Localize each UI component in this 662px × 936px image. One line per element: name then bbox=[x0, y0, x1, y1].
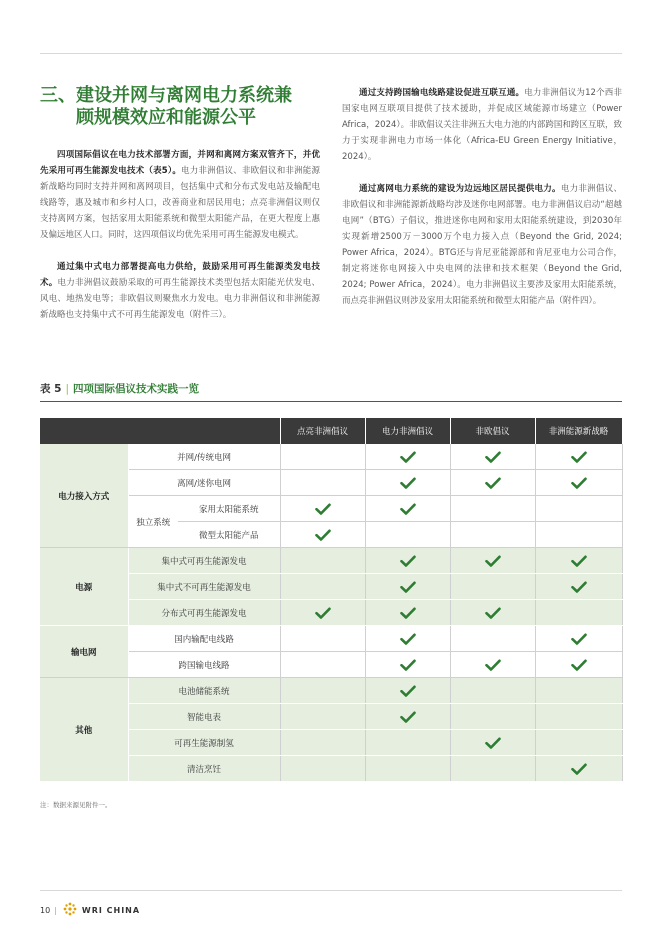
check-cell bbox=[280, 652, 365, 678]
check-cell bbox=[535, 444, 622, 470]
row-label: 跨国输电线路 bbox=[128, 652, 280, 678]
check-cell bbox=[365, 704, 450, 730]
checkmark-icon bbox=[485, 737, 501, 749]
check-cell bbox=[365, 730, 450, 756]
checkmark-icon bbox=[400, 451, 416, 463]
check-cell bbox=[535, 626, 622, 652]
check-cell bbox=[280, 470, 365, 496]
check-cell bbox=[280, 704, 365, 730]
checkmark-icon bbox=[400, 503, 416, 515]
checkmark-icon bbox=[571, 659, 587, 671]
check-cell bbox=[280, 678, 365, 704]
check-cell bbox=[365, 626, 450, 652]
left-column bbox=[40, 85, 320, 339]
row-label: 并网/传统电网 bbox=[128, 444, 280, 470]
check-cell bbox=[365, 756, 450, 782]
category-grid: 输电网 bbox=[40, 626, 128, 678]
row-label: 离网/迷你电网 bbox=[128, 470, 280, 496]
checkmark-icon bbox=[400, 555, 416, 567]
checkmark-icon bbox=[571, 477, 587, 489]
check-cell bbox=[535, 574, 622, 600]
check-cell bbox=[280, 496, 365, 522]
check-cell bbox=[535, 522, 622, 548]
left-paragraph-1-body: 电力非洲倡议、非欧倡议和非洲能源新战略均同时支持并网和离网项目，包括集中式和分布式发电站及输配电线路等，惠及城市和乡村人口，改善商业和居民用电；点亮非洲倡议则仅支持离网方案，包括家用太阳能系统和微型太阳能产品，在更大程度上惠及偏远地区人口。同时，这四项倡议均优先采用可再生能源发电模式。 bbox=[40, 166, 320, 240]
check-cell bbox=[365, 678, 450, 704]
checkmark-icon bbox=[485, 555, 501, 567]
check-cell bbox=[365, 574, 450, 600]
table-caption bbox=[40, 381, 199, 396]
check-cell bbox=[450, 652, 535, 678]
check-cell bbox=[535, 652, 622, 678]
right-paragraph-2-body: 电力非洲倡议、非欧倡议和非洲能源新战略均涉及迷你电网部署。电力非洲倡议启动“超越电网”（BTG）子倡议，推进迷你电网和家用太阳能系统建设，到2030年实现新增2500万－3000万个电力接入点（Beyond the Grid, 2024; Power Africa，2024）。BTG还与肯尼亚能源部和肯尼亚电力公司合作，制定将迷你电网接入中央电网的法律和技术框架（Beyond the Grid, 2024; Power Africa，2024）。电力非洲倡议主要涉及家用太阳能系统，而点亮非洲倡议则涉及家用太阳能系统和微型太阳能产品（附件四）。 bbox=[342, 184, 622, 306]
check-cell bbox=[450, 574, 535, 600]
section-heading bbox=[40, 85, 320, 129]
row-label: 微型太阳能产品 bbox=[178, 522, 280, 548]
row-label: 家用太阳能系统 bbox=[178, 496, 280, 522]
initiatives-table bbox=[40, 418, 623, 782]
left-paragraph-2-body: 电力非洲倡议鼓励采取的可再生能源技术类型包括太阳能光伏发电、风电、地热发电等；非欧倡议则聚焦水力发电。电力非洲倡议和非洲能源新战略也支持集中式不可再生能源发电（附件三）。 bbox=[40, 278, 320, 320]
check-cell bbox=[450, 704, 535, 730]
row-label: 集中式可再生能源发电 bbox=[128, 548, 280, 574]
checkmark-icon bbox=[571, 581, 587, 593]
header-blank bbox=[40, 418, 280, 444]
checkmark-icon bbox=[400, 633, 416, 645]
checkmark-icon bbox=[315, 503, 331, 515]
bottom-rule bbox=[40, 890, 622, 891]
left-paragraph-1-lead: 四项国际倡议在电力技术部署方面，并网和离网方案双管齐下，并优先采用可再生能源发电技术（表5）。 bbox=[40, 150, 320, 176]
row-label: 清洁烹饪 bbox=[128, 756, 280, 782]
checkmark-icon bbox=[571, 451, 587, 463]
check-cell bbox=[365, 444, 450, 470]
right-paragraph-1-lead: 通过支持跨国输电线路建设促进互联互通。 bbox=[359, 88, 525, 98]
check-cell bbox=[280, 574, 365, 600]
check-cell bbox=[535, 470, 622, 496]
table-row bbox=[40, 626, 622, 652]
table-row bbox=[40, 730, 622, 756]
checkmark-icon bbox=[400, 685, 416, 697]
check-cell bbox=[450, 496, 535, 522]
check-cell bbox=[365, 652, 450, 678]
checkmark-icon bbox=[571, 555, 587, 567]
heading-line-1: 三、建设并网与离网电力系统兼 bbox=[40, 85, 292, 106]
checkmark-icon bbox=[485, 659, 501, 671]
check-cell bbox=[450, 756, 535, 782]
check-cell bbox=[535, 496, 622, 522]
footer bbox=[40, 902, 140, 918]
check-cell bbox=[450, 444, 535, 470]
subcategory-offgrid: 独立系统 bbox=[128, 496, 178, 548]
table-number: 表 5 bbox=[40, 383, 62, 395]
caption-rule bbox=[40, 401, 622, 402]
table-row bbox=[40, 574, 622, 600]
checkmark-icon bbox=[485, 607, 501, 619]
table-row bbox=[40, 756, 622, 782]
check-cell bbox=[535, 730, 622, 756]
check-cell bbox=[280, 522, 365, 548]
table-row bbox=[40, 496, 622, 522]
checkmark-icon bbox=[571, 633, 587, 645]
table-row bbox=[40, 652, 622, 678]
left-paragraph-2-lead: 通过集中式电力部署提高电力供给，鼓励采用可再生能源类发电技术。 bbox=[40, 262, 320, 288]
right-paragraph-2 bbox=[342, 181, 622, 309]
right-column bbox=[342, 85, 622, 325]
check-cell bbox=[535, 704, 622, 730]
check-cell bbox=[365, 496, 450, 522]
category-power-access: 电力接入方式 bbox=[40, 444, 128, 548]
check-cell bbox=[365, 470, 450, 496]
table-note: 注：数据来源见附件一。 bbox=[40, 801, 112, 809]
right-paragraph-2-lead: 通过离网电力系统的建设为边远地区居民提供电力。 bbox=[359, 184, 561, 194]
check-cell bbox=[535, 548, 622, 574]
category-generation: 电源 bbox=[40, 548, 128, 626]
left-paragraph-2 bbox=[40, 259, 320, 323]
check-cell bbox=[535, 756, 622, 782]
header-light-up-africa: 点亮非洲倡议 bbox=[280, 418, 365, 444]
checkmark-icon bbox=[400, 581, 416, 593]
checkmark-icon bbox=[400, 607, 416, 619]
footer-separator: | bbox=[54, 905, 57, 915]
check-cell bbox=[280, 730, 365, 756]
row-label: 国内输配电线路 bbox=[128, 626, 280, 652]
check-cell bbox=[450, 678, 535, 704]
table-title: 四项国际倡议技术实践一览 bbox=[73, 383, 200, 395]
check-cell bbox=[280, 626, 365, 652]
checkmark-icon bbox=[571, 763, 587, 775]
table-row bbox=[40, 470, 622, 496]
checkmark-icon bbox=[400, 477, 416, 489]
check-cell bbox=[365, 600, 450, 626]
checkmark-icon bbox=[315, 607, 331, 619]
table-row bbox=[40, 600, 622, 626]
check-cell bbox=[535, 678, 622, 704]
wri-logo-icon bbox=[63, 902, 77, 918]
check-cell bbox=[280, 600, 365, 626]
checkmark-icon bbox=[485, 477, 501, 489]
checkmark-icon bbox=[400, 711, 416, 723]
row-label: 智能电表 bbox=[128, 704, 280, 730]
table-row bbox=[40, 678, 622, 704]
row-label: 可再生能源制氢 bbox=[128, 730, 280, 756]
row-label: 集中式不可再生能源发电 bbox=[128, 574, 280, 600]
check-cell bbox=[535, 600, 622, 626]
check-cell bbox=[450, 522, 535, 548]
table-header-row bbox=[40, 418, 622, 444]
heading-line-2: 顾规模效应和能源公平 bbox=[76, 107, 256, 128]
check-cell bbox=[280, 548, 365, 574]
check-cell bbox=[450, 730, 535, 756]
checkmark-icon bbox=[400, 659, 416, 671]
table-row bbox=[40, 548, 622, 574]
check-cell bbox=[365, 548, 450, 574]
header-africa-eu: 非欧倡议 bbox=[450, 418, 535, 444]
row-label: 分布式可再生能源发电 bbox=[128, 600, 280, 626]
row-label: 电池储能系统 bbox=[128, 678, 280, 704]
check-cell bbox=[450, 470, 535, 496]
check-cell bbox=[365, 522, 450, 548]
right-paragraph-1 bbox=[342, 85, 622, 165]
left-paragraph-1 bbox=[40, 147, 320, 243]
header-africa-energy-strategy: 非洲能源新战略 bbox=[535, 418, 622, 444]
table-row bbox=[40, 444, 622, 470]
top-rule bbox=[40, 53, 622, 54]
footer-brand: WRI CHINA bbox=[81, 905, 141, 915]
caption-separator: | bbox=[65, 383, 70, 395]
check-cell bbox=[280, 756, 365, 782]
checkmark-icon bbox=[315, 529, 331, 541]
check-cell bbox=[450, 548, 535, 574]
right-paragraph-1-body: 电力非洲倡议为12个西非国家电网互联项目提供了技术援助，并促成区域能源市场建立（Power Africa，2024）。非欧倡议关注非洲五大电力池的内部跨国和跨区互联，致力于实现非洲电力市场一体化（Africa-EU Green Energy Initiative，2024）。 bbox=[342, 88, 622, 162]
page-number: 10 bbox=[40, 905, 51, 915]
check-cell bbox=[280, 444, 365, 470]
checkmark-icon bbox=[485, 451, 501, 463]
check-cell bbox=[450, 600, 535, 626]
check-cell bbox=[450, 626, 535, 652]
category-other: 其他 bbox=[40, 678, 128, 782]
table-row bbox=[40, 704, 622, 730]
header-power-africa: 电力非洲倡议 bbox=[365, 418, 450, 444]
